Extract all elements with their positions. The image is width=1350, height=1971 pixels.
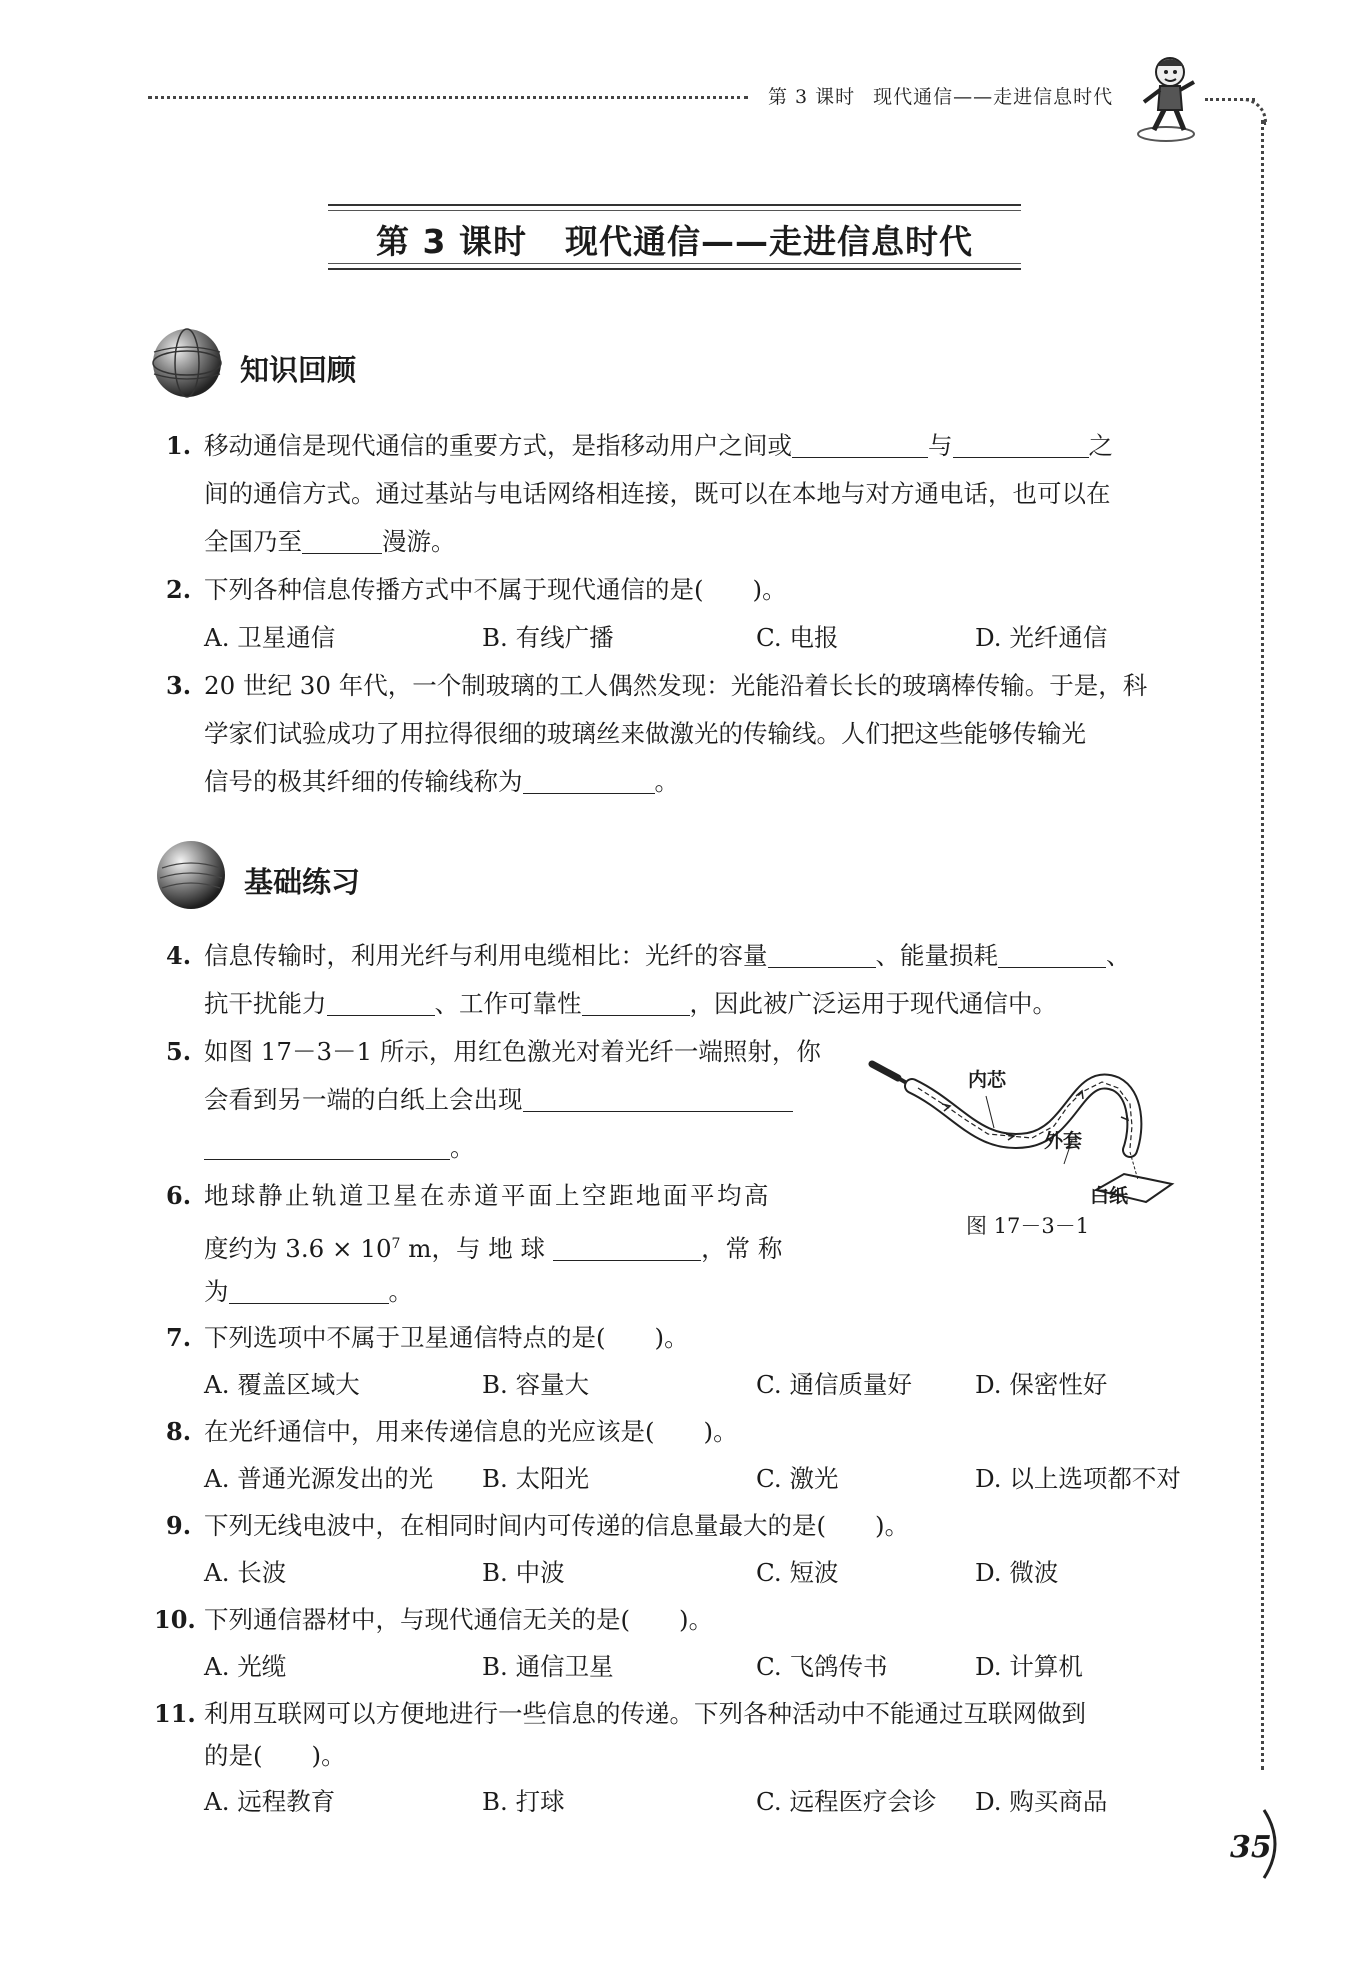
page-number: 35 <box>1230 1830 1272 1865</box>
q6-text-a: 度约为 3.6 × 10 <box>204 1234 392 1264</box>
q2-option-b[interactable]: B. 有线广播 <box>482 623 614 652</box>
q3-number: 3. <box>166 671 192 700</box>
q1-blank-1[interactable] <box>792 433 928 458</box>
globe-icon <box>150 326 224 400</box>
q1-text-e: 漫游。 <box>382 527 456 556</box>
section-review-title: 知识回顾 <box>240 353 357 387</box>
q9-option-c[interactable]: C. 短波 <box>756 1558 839 1587</box>
lesson-title-box <box>328 204 1021 270</box>
q8-option-b[interactable]: B. 太阳光 <box>482 1464 590 1493</box>
q10-option-c[interactable]: C. 飞鸽传书 <box>756 1652 888 1681</box>
q4-blank-2[interactable] <box>998 943 1106 968</box>
sphere-icon <box>154 838 228 912</box>
q7-option-b[interactable]: B. 容量大 <box>482 1370 590 1399</box>
q3-line-2: 学家们试验成功了用拉得很细的玻璃丝来做激光的传输线。人们把这些能够传输光 <box>204 719 1086 748</box>
q6-text-e: 。 <box>388 1277 413 1306</box>
q1-line-3 <box>204 526 456 558</box>
q9-number: 9. <box>166 1511 192 1540</box>
q8-number: 8. <box>166 1417 192 1446</box>
figure-label-outer-sheath: 外套 <box>1044 1130 1083 1152</box>
q1-text-d: 全国乃至 <box>204 527 302 556</box>
q5-blank-2[interactable] <box>204 1135 450 1160</box>
lesson-title <box>328 216 1021 263</box>
q10-option-b[interactable]: B. 通信卫星 <box>482 1652 614 1681</box>
q2-number: 2. <box>166 575 192 604</box>
figure-label-white-paper: 白纸 <box>1090 1185 1129 1207</box>
optical-fiber-figure <box>868 1048 1178 1226</box>
q6-blank-1[interactable] <box>553 1236 701 1261</box>
header-dotted-rule <box>148 96 748 99</box>
q10-option-a[interactable]: A. 光缆 <box>204 1652 287 1681</box>
page-number-bracket-icon <box>1260 1806 1288 1882</box>
q9-option-a[interactable]: A. 长波 <box>204 1558 287 1587</box>
q6-number: 6. <box>166 1181 192 1210</box>
q3-text-a: 信号的极其纤细的传输线称为 <box>204 767 523 796</box>
q4-line-1 <box>204 940 1131 972</box>
q11-option-b[interactable]: B. 打球 <box>482 1787 565 1816</box>
q11-option-c[interactable]: C. 远程医疗会诊 <box>756 1787 937 1816</box>
section-practice-title: 基础练习 <box>244 865 361 899</box>
q8-stem: 在光纤通信中，用来传递信息的光应该是( )。 <box>204 1417 738 1446</box>
q7-option-d[interactable]: D. 保密性好 <box>975 1370 1108 1399</box>
q5-text-b: 。 <box>450 1133 475 1162</box>
figure-label-inner-core: 内芯 <box>968 1069 1007 1091</box>
figure-caption: 图 17－3－1 <box>966 1214 1090 1238</box>
q1-text-a: 移动通信是现代通信的重要方式，是指移动用户之间或 <box>204 431 792 460</box>
q1-blank-3[interactable] <box>302 529 382 554</box>
margin-dotted-rule <box>1261 120 1264 1770</box>
q3-line-3 <box>204 766 679 798</box>
q7-stem: 下列选项中不属于卫星通信特点的是( )。 <box>204 1323 689 1352</box>
running-header-lesson: 第 3 课时 <box>768 86 856 108</box>
q11-line-2: 的是( )。 <box>204 1741 346 1770</box>
q4-text-c: 、 <box>1106 941 1131 970</box>
q9-stem: 下列无线电波中，在相同时间内可传递的信息量最大的是( )。 <box>204 1511 910 1540</box>
q6-text-c: ，常 称 <box>701 1234 783 1264</box>
q11-line-1: 利用互联网可以方便地进行一些信息的传递。下列各种活动中不能通过互联网做到 <box>204 1699 1086 1728</box>
q3-line-1: 20 世纪 30 年代，一个制玻璃的工人偶然发现：光能沿着长长的玻璃棒传输。于是，科 <box>204 671 1148 700</box>
q10-stem: 下列通信器材中，与现代通信无关的是( )。 <box>204 1605 714 1634</box>
q4-text-d: 抗干扰能力 <box>204 989 327 1018</box>
q1-text-b: 与 <box>928 431 953 460</box>
q6-exponent: 7 <box>391 1236 401 1252</box>
q6-blank-2[interactable] <box>229 1279 389 1304</box>
q10-option-d[interactable]: D. 计算机 <box>975 1652 1083 1681</box>
q2-option-c[interactable]: C. 电报 <box>756 623 839 652</box>
running-header <box>768 82 1113 109</box>
q5-line-2 <box>204 1084 793 1116</box>
q11-number: 11. <box>154 1699 196 1728</box>
q2-option-a[interactable]: A. 卫星通信 <box>204 623 336 652</box>
q9-option-b[interactable]: B. 中波 <box>482 1558 565 1587</box>
q6-line-2 <box>204 1228 782 1265</box>
q4-text-f: ，因此被广泛运用于现代通信中。 <box>689 989 1057 1018</box>
q1-number: 1. <box>166 431 192 460</box>
q4-text-e: 、工作可靠性 <box>434 989 582 1018</box>
q10-number: 10. <box>154 1605 196 1634</box>
q5-line-1: 如图 17－3－1 所示，用红色激光对着光纤一端照射，你 <box>204 1037 821 1066</box>
q6-line-3 <box>204 1276 413 1308</box>
q1-line-1 <box>204 430 1113 462</box>
q5-line-3 <box>204 1132 475 1164</box>
running-header-topic: 现代通信——走进信息时代 <box>873 86 1114 108</box>
q7-option-a[interactable]: A. 覆盖区域大 <box>204 1370 360 1399</box>
q4-text-a: 信息传输时，利用光纤与利用电缆相比：光纤的容量 <box>204 941 768 970</box>
title-topic: 现代通信——走进信息时代 <box>564 222 973 261</box>
q4-text-b: 、能量损耗 <box>875 941 998 970</box>
q6-text-b: m，与 地 球 <box>400 1234 546 1264</box>
q5-blank-1[interactable] <box>523 1087 793 1112</box>
q9-option-d[interactable]: D. 微波 <box>975 1558 1059 1587</box>
q2-stem: 下列各种信息传播方式中不属于现代通信的是( )。 <box>204 575 787 604</box>
cartoon-boy-mascot-icon <box>1130 52 1202 144</box>
q2-option-d[interactable]: D. 光纤通信 <box>975 623 1108 652</box>
q6-line-1: 地球静止轨道卫星在赤道平面上空距地面平均高 <box>204 1181 771 1210</box>
q8-option-a[interactable]: A. 普通光源发出的光 <box>204 1464 434 1493</box>
q3-text-b: 。 <box>654 767 679 796</box>
q4-blank-4[interactable] <box>582 991 690 1016</box>
q11-option-a[interactable]: A. 远程教育 <box>204 1787 336 1816</box>
q5-number: 5. <box>166 1037 192 1066</box>
q6-text-d: 为 <box>204 1277 229 1306</box>
q1-text-c: 之 <box>1088 431 1113 460</box>
q4-number: 4. <box>166 941 192 970</box>
q4-line-2 <box>204 988 1057 1020</box>
q7-option-c[interactable]: C. 通信质量好 <box>756 1370 912 1399</box>
q4-blank-1[interactable] <box>768 943 876 968</box>
q1-blank-2[interactable] <box>953 433 1089 458</box>
q5-text-a: 会看到另一端的白纸上会出现 <box>204 1085 523 1114</box>
q4-blank-3[interactable] <box>327 991 435 1016</box>
q11-option-d[interactable]: D. 购买商品 <box>975 1787 1108 1816</box>
q8-option-c[interactable]: C. 激光 <box>756 1464 839 1493</box>
q1-line-2: 间的通信方式。通过基站与电话网络相连接，既可以在本地与对方通电话，也可以在 <box>204 479 1111 508</box>
q3-blank[interactable] <box>523 769 655 794</box>
title-lesson: 第 3 课时 <box>376 222 527 261</box>
q8-option-d[interactable]: D. 以上选项都不对 <box>975 1464 1181 1493</box>
q7-number: 7. <box>166 1323 192 1352</box>
